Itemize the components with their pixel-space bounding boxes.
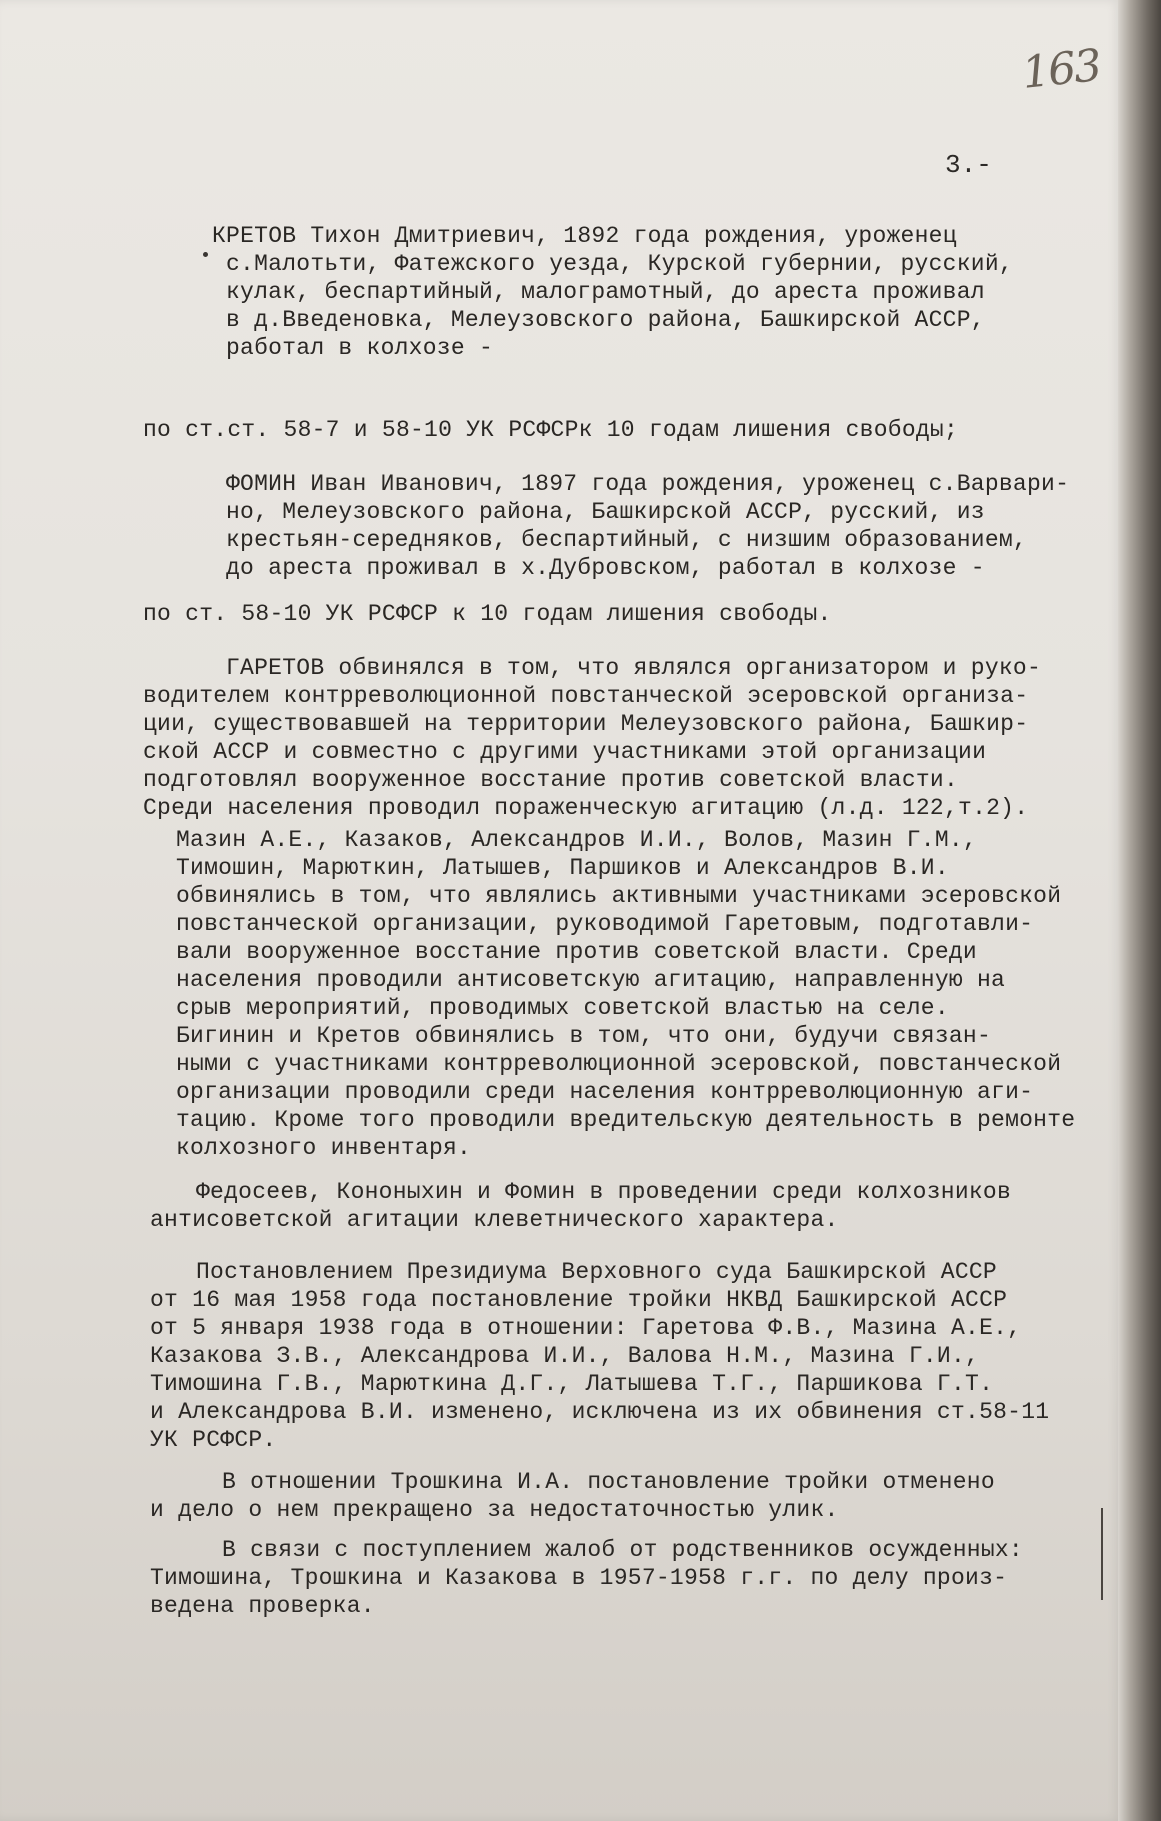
text-line: от 16 мая 1958 года постановление тройки НКВД Башкирской АССР (150, 1287, 1008, 1313)
text-line: и дело о нем прекращено за недостаточностью улик. (150, 1497, 839, 1523)
text-line: Казакова З.В., Александрова И.И., Валова Н.М., Мазина Г.И., (150, 1343, 980, 1369)
margin-pencil-mark (1101, 1508, 1103, 1600)
text-line: В отношении Трошкина И.А. постановление тройки отменено (222, 1469, 995, 1495)
text-line: ции, существовавшей на территории Мелеузовского района, Башкир- (143, 711, 1029, 737)
text-line: ведена проверка. (150, 1593, 375, 1619)
text-line: срыв мероприятий, проводимых советской властью на селе. (176, 995, 949, 1021)
text-line: В связи с поступлением жалоб от родственников осужденных: (222, 1537, 1023, 1563)
text-line: ными с участниками контрреволюционной эсеровской, повстанческой (176, 1051, 1062, 1077)
bullet-mark (203, 252, 208, 257)
folder-edge (1118, 0, 1161, 1821)
text-line: Среди населения проводил пораженческую агитацию (л.д. 122,т.2). (143, 795, 1029, 821)
text-line: но, Мелеузовского района, Башкирской АССР, русский, из (226, 499, 985, 525)
text-line: Тимошина, Трошкина и Казакова в 1957-1958 г.г. по делу произ- (150, 1565, 1008, 1591)
text-line: водителем контрреволюционной повстанческой эсеровской организа- (143, 683, 1029, 709)
text-line: до ареста проживал в х.Дубровском, работал в колхозе - (226, 555, 985, 581)
text-line: и Александрова В.И. изменено, исключена из их обвинения ст.58-11 (150, 1399, 1050, 1425)
text-line: по ст. 58-10 УК РСФСР к 10 годам лишения свободы. (143, 601, 832, 627)
text-line: антисоветской агитации клеветнического характера. (150, 1207, 839, 1233)
text-line: Постановлением Президиума Верховного суда Башкирской АССР (196, 1259, 997, 1285)
text-line: УК РСФСР. (150, 1427, 277, 1453)
text-line: вали вооруженное восстание против советской власти. Среди (176, 939, 977, 965)
text-line: Бигинин и Кретов обвинялись в том, что они, будучи связан- (176, 1023, 992, 1049)
text-line: организации проводили среди населения контрреволюционную аги- (176, 1079, 1034, 1105)
text-line: ФОМИН Иван Иванович, 1897 года рождения, уроженец с.Варвари- (226, 471, 1070, 497)
text-line: Мазин А.Е., Казаков, Александров И.И., Волов, Мазин Г.М., (176, 827, 977, 853)
text-line: Федосеев, Кононыхин и Фомин в проведении среди колхозников (196, 1179, 1012, 1205)
text-line: крестьян-середняков, беспартийный, с низшим образованием, (226, 527, 1027, 553)
text-line: от 5 января 1938 года в отношении: Гаретова Ф.В., Мазина А.Е., (150, 1315, 1022, 1341)
text-line: по ст.ст. 58-7 и 58-10 УК РСФСРк 10 годам лишения свободы; (143, 417, 959, 443)
text-line: населения проводили антисоветскую агитацию, направленную на (176, 967, 1006, 993)
text-line: колхозного инвентаря. (176, 1135, 472, 1161)
text-line: Тимошин, Марюткин, Латышев, Паршиков и Александров В.И. (176, 855, 949, 881)
text-line: в д.Введеновка, Мелеузовского района, Башкирской АССР, (226, 307, 985, 333)
text-line: кулак, беспартийный, малограмотный, до ареста проживал (226, 279, 985, 305)
text-line: повстанческой организации, руководимой Гаретовым, подготавли- (176, 911, 1034, 937)
text-line: обвинялись в том, что являлись активными участниками эсеровской (176, 883, 1062, 909)
text-line: ской АССР и совместно с другими участниками этой организации (143, 739, 987, 765)
text-line: Тимошина Г.В., Марюткина Д.Г., Латышева Т.Г., Паршикова Г.Т. (150, 1371, 994, 1397)
text-line: тацию. Кроме того проводили вредительскую деятельность в ремонте (176, 1107, 1076, 1133)
text-line: с.Малотьти, Фатежского уезда, Курской губернии, русский, (226, 251, 1013, 277)
text-line: работал в колхозе - (226, 335, 493, 361)
archive-page-mark: 163 (1019, 40, 1103, 99)
text-line: КРЕТОВ Тихон Дмитриевич, 1892 года рождения, уроженец (212, 223, 957, 249)
page-number: 3.- (945, 150, 992, 180)
text-line: подготовлял вооруженное восстание против советской власти. (143, 767, 959, 793)
text-line: ГАРЕТОВ обвинялся в том, что являлся организатором и руко- (226, 655, 1042, 681)
